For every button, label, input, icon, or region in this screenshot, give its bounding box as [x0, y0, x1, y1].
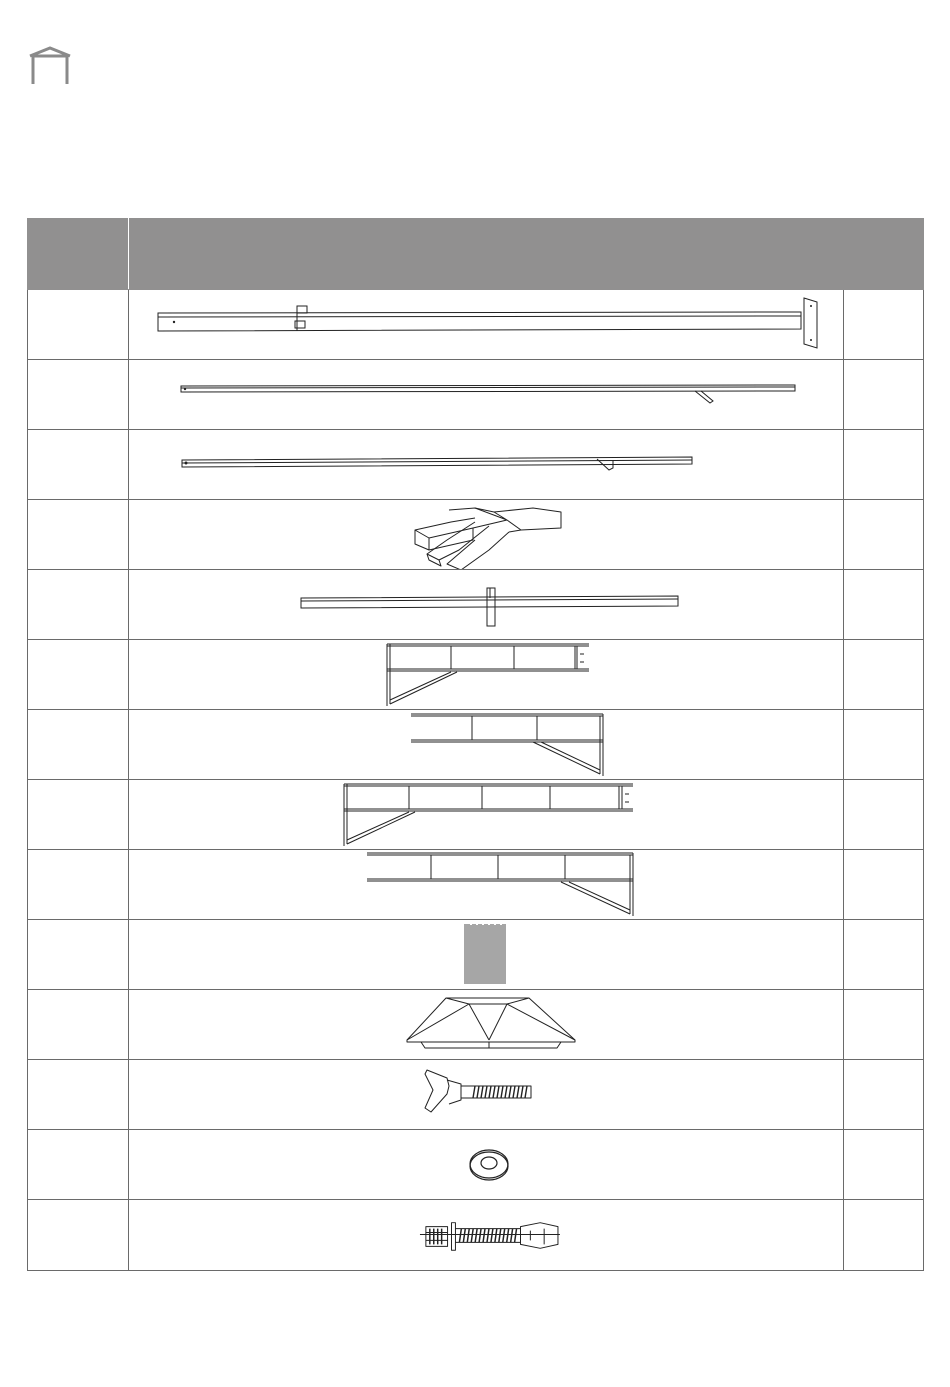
table-row	[28, 290, 924, 360]
house-outline-icon	[28, 46, 72, 86]
quantity-cell	[844, 920, 924, 990]
header-part-drawing	[129, 219, 844, 290]
table-row	[28, 1130, 924, 1200]
quantity-cell	[844, 290, 924, 360]
cross-bar-with-center-post-drawing	[129, 570, 843, 639]
quantity-cell	[844, 1200, 924, 1271]
quantity-cell	[844, 1130, 924, 1200]
part-id-cell	[28, 850, 129, 920]
rod-with-bracket-drawing	[129, 430, 843, 499]
quantity-cell	[844, 780, 924, 850]
part-id-cell	[28, 570, 129, 640]
header-part-id	[28, 219, 129, 290]
truss-frame-right-4-panel-drawing	[129, 850, 843, 919]
parts-list-table	[27, 218, 924, 1271]
part-id-cell	[28, 360, 129, 430]
table-row	[28, 1200, 924, 1271]
corrugated-roof-sheet-stack-drawing	[129, 920, 843, 989]
main-beam-with-wall-plate-drawing	[129, 290, 843, 359]
quantity-cell	[844, 1060, 924, 1130]
quantity-cell	[844, 360, 924, 430]
table-row	[28, 360, 924, 430]
flat-washer-drawing	[129, 1130, 843, 1199]
wing-bolt-drawing	[129, 1060, 843, 1129]
long-rod-with-angled-tab-drawing	[129, 360, 843, 429]
table-row	[28, 920, 924, 990]
truss-frame-left-3-panel-drawing	[129, 640, 843, 709]
table-row	[28, 500, 924, 570]
quantity-cell	[844, 990, 924, 1060]
anchor-bolt-drawing	[129, 1201, 843, 1270]
quantity-cell	[844, 430, 924, 500]
three-way-tube-connector-drawing	[129, 500, 843, 569]
part-id-cell	[28, 1200, 129, 1271]
table-row	[28, 570, 924, 640]
table-row	[28, 640, 924, 710]
quantity-cell	[844, 710, 924, 780]
table-row	[28, 990, 924, 1060]
table-row	[28, 1060, 924, 1130]
part-id-cell	[28, 500, 129, 570]
part-id-cell	[28, 640, 129, 710]
part-id-cell	[28, 920, 129, 990]
truss-frame-right-3-panel-drawing	[129, 710, 843, 779]
part-id-cell	[28, 290, 129, 360]
quantity-cell	[844, 570, 924, 640]
part-id-cell	[28, 780, 129, 850]
table-row	[28, 850, 924, 920]
truss-frame-left-4-panel-drawing	[129, 780, 843, 849]
table-row	[28, 780, 924, 850]
pyramid-roof-cap-drawing	[129, 990, 843, 1059]
part-id-cell	[28, 990, 129, 1060]
table-row	[28, 710, 924, 780]
quantity-cell	[844, 640, 924, 710]
part-id-cell	[28, 430, 129, 500]
table-header-row	[28, 219, 924, 290]
header-quantity	[844, 219, 924, 290]
table-row	[28, 430, 924, 500]
part-id-cell	[28, 1130, 129, 1200]
part-id-cell	[28, 710, 129, 780]
quantity-cell	[844, 850, 924, 920]
quantity-cell	[844, 500, 924, 570]
part-id-cell	[28, 1060, 129, 1130]
